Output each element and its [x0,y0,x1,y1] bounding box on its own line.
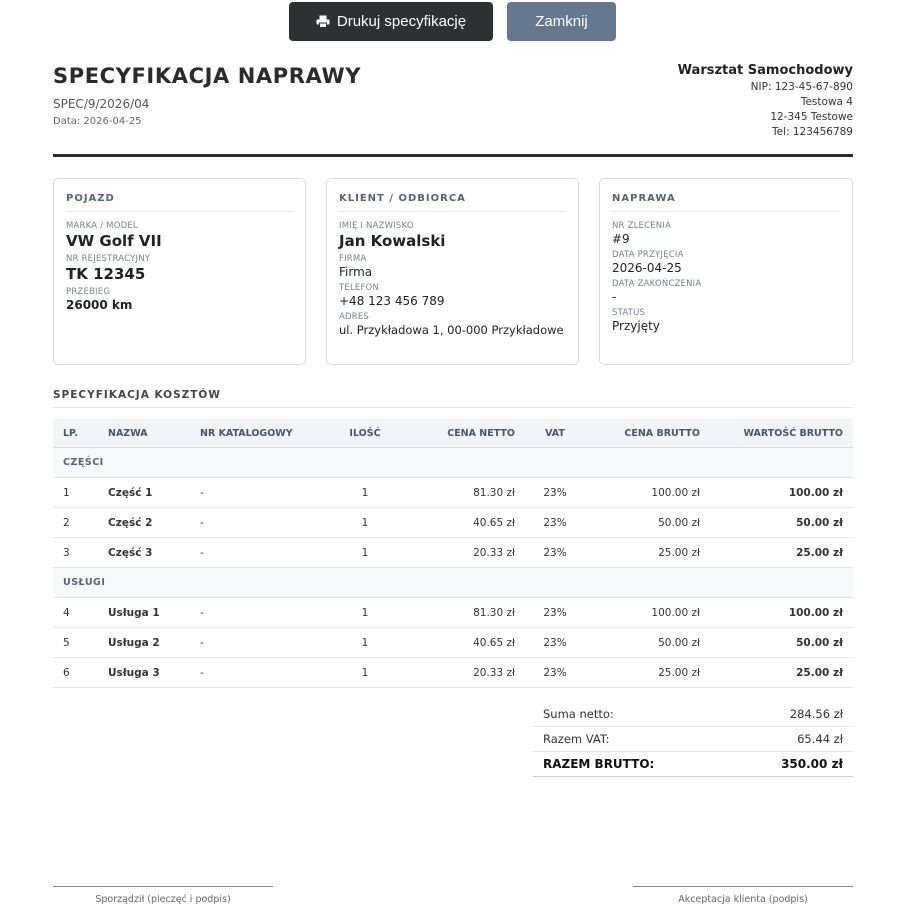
col-total: WARTOŚĆ BRUTTO [710,419,853,448]
finished-date-label: DATA ZAKOŃCZENIA [612,279,702,289]
cell-net: 40.65 zł [400,628,525,658]
header-divider [53,154,853,157]
signature-prepared-by: Sporządził (pieczęć i podpis) [53,886,273,905]
cell-gross: 100.00 zł [585,598,710,628]
col-catalog: NR KATALOGOWY [190,419,330,448]
repair-card [599,178,853,365]
table-row [53,658,853,688]
cell-vat: 23% [525,598,585,628]
cell-lp: 1 [53,478,98,508]
cell-total: 25.00 zł [710,658,853,688]
col-vat: VAT [525,419,585,448]
mileage-label: PRZEBIEG [66,287,111,297]
client-phone-value: +48 123 456 789 [339,294,445,308]
make-value: VW Golf VII [66,232,162,250]
company-city: 12-345 Testowe [770,111,853,123]
group-row [53,448,853,478]
cell-catalog: - [190,658,330,688]
cell-qty: 1 [330,508,400,538]
cell-net: 81.30 zł [400,598,525,628]
document-number: SPEC/9/2026/04 [53,97,150,111]
cell-total: 100.00 zł [710,598,853,628]
table-row [53,538,853,568]
table-row [53,508,853,538]
registration-value: TK 12345 [66,265,146,283]
cell-name: Część 2 [98,508,190,538]
registration-label: NR REJESTRACYJNY [66,254,151,264]
cell-total: 100.00 zł [710,478,853,508]
order-number-label: NR ZLECENIA [612,221,672,231]
cell-catalog: - [190,628,330,658]
cell-gross: 25.00 zł [585,538,710,568]
cell-lp: 3 [53,538,98,568]
col-qty: ILOŚĆ [330,419,400,448]
cell-catalog: - [190,538,330,568]
cell-lp: 6 [53,658,98,688]
cell-net: 20.33 zł [400,658,525,688]
costs-body [53,448,853,688]
client-address-label: ADRES [339,312,370,322]
group-row [53,568,853,598]
client-company-value: Firma [339,265,373,279]
company-phone: Tel: 123456789 [771,126,853,138]
company-street: Testowa 4 [800,96,853,108]
cell-catalog: - [190,598,330,628]
table-row [53,598,853,628]
close-button[interactable]: Zamknij [507,2,616,41]
status-label: STATUS [612,308,646,318]
status-value: Przyjęty [612,319,660,333]
total-net-label: Suma netto: [533,702,730,727]
cell-qty: 1 [330,538,400,568]
client-name-value: Jan Kowalski [339,232,446,250]
cell-catalog: - [190,508,330,538]
total-net-value: 284.56 zł [730,702,853,727]
col-net: CENA NETTO [400,419,525,448]
cell-vat: 23% [525,658,585,688]
group-label: CZĘŚCI [53,448,853,478]
col-name: NAZWA [98,419,190,448]
cell-vat: 23% [525,538,585,568]
cell-qty: 1 [330,598,400,628]
client-company-label: FIRMA [339,254,367,264]
table-row [53,628,853,658]
client-name-label: IMIĘ I NAZWISKO [339,221,414,231]
mileage-value: 26000 km [66,298,133,312]
col-lp: LP. [53,419,98,448]
cell-catalog: - [190,478,330,508]
cell-name: Usługa 1 [98,598,190,628]
cell-name: Usługa 3 [98,658,190,688]
cell-name: Część 1 [98,478,190,508]
cell-gross: 50.00 zł [585,508,710,538]
vehicle-heading: POJAZD [66,179,293,212]
finished-date-value: - [612,290,617,304]
cell-vat: 23% [525,508,585,538]
total-gross-label: RAZEM BRUTTO: [533,752,730,777]
client-heading: KLIENT / ODBIORCA [339,179,566,212]
cell-name: Część 3 [98,538,190,568]
total-net-row [533,702,853,727]
client-address-value: ul. Przykładowa 1, 00-000 Przykładowe [339,323,564,337]
cell-gross: 50.00 zł [585,628,710,658]
cell-total: 25.00 zł [710,538,853,568]
table-row [53,478,853,508]
cell-name: Usługa 2 [98,628,190,658]
total-vat-row [533,727,853,752]
total-gross-value: 350.00 zł [730,752,853,777]
costs-header-row [53,419,853,448]
print-button-label: Drukuj specyfikację [336,13,467,30]
cell-vat: 23% [525,478,585,508]
cell-lp: 5 [53,628,98,658]
order-number-value: #9 [612,232,630,246]
cell-lp: 2 [53,508,98,538]
cell-qty: 1 [330,658,400,688]
cell-gross: 100.00 zł [585,478,710,508]
cell-net: 81.30 zł [400,478,525,508]
cell-vat: 23% [525,628,585,658]
make-label: MARKA / MODEL [66,221,138,231]
group-label: USŁUGI [53,568,853,598]
printer-icon [316,15,330,28]
total-gross-row [533,752,853,777]
cell-qty: 1 [330,628,400,658]
company-info [678,63,853,140]
totals-table [533,702,853,777]
col-gross: CENA BRUTTO [585,419,710,448]
accepted-date-label: DATA PRZYJĘCIA [612,250,684,260]
repair-heading: NAPRAWA [612,179,840,212]
cell-qty: 1 [330,478,400,508]
cell-total: 50.00 zł [710,628,853,658]
vehicle-card [53,178,306,365]
toolbar [0,2,916,42]
total-vat-value: 65.44 zł [730,727,853,752]
costs-table [53,419,853,688]
costs-section-title: SPECYFIKACJA KOSZTÓW [53,389,853,408]
company-nip: NIP: 123-45-67-890 [750,81,853,93]
client-card [326,178,579,365]
document-date: Data: 2026-04-25 [53,116,142,127]
cell-net: 20.33 zł [400,538,525,568]
client-phone-label: TELEFON [339,283,380,293]
cell-net: 40.65 zł [400,508,525,538]
accepted-date-value: 2026-04-25 [612,261,682,275]
total-vat-label: Razem VAT: [533,727,730,752]
signature-client: Akceptacja klienta (podpis) [633,886,853,905]
cell-lp: 4 [53,598,98,628]
page-title: SPECYFIKACJA NAPRAWY [53,64,362,88]
cell-gross: 25.00 zł [585,658,710,688]
cell-total: 50.00 zł [710,508,853,538]
company-name: Warsztat Samochodowy [677,63,853,78]
print-button[interactable] [289,2,493,41]
